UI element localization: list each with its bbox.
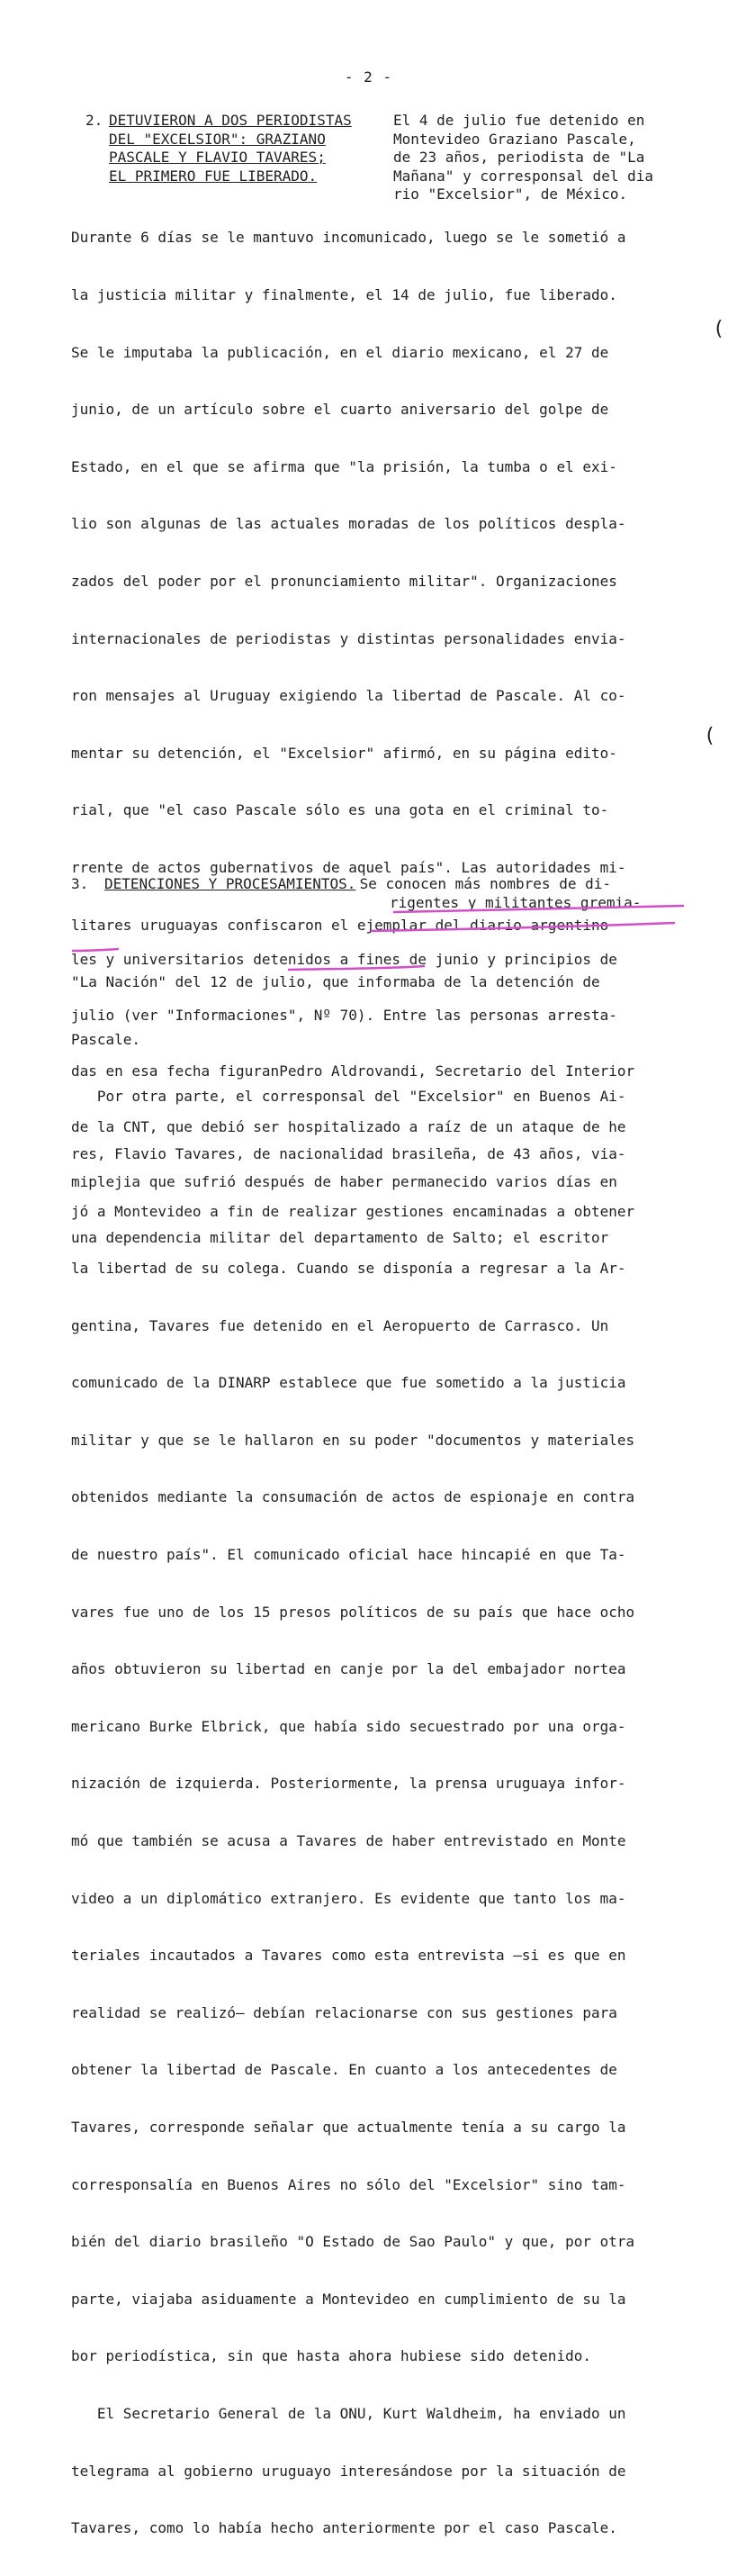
body-line: realidad se realizó— debían relacionarse con sus gestiones para <box>71 2003 617 2021</box>
body-line: internacionales de periodistas y distintas personalidades envia- <box>71 629 626 647</box>
body-line: res, Flavio Tavares, de nacionalidad brasileña, de 43 años, via- <box>71 1144 626 1162</box>
body-line: obtenidos mediante la consumación de actos de espionaje en contra <box>71 1488 635 1506</box>
body-line: la justicia militar y finalmente, el 14 de julio, fue liberado. <box>71 286 617 303</box>
highlight-stroke <box>393 906 684 912</box>
body-line: Tavares, corresponde señalar que actualmente tenía a su cargo la <box>71 2119 626 2136</box>
side-line: Mañana" y corresponsal del dia <box>393 167 653 185</box>
margin-mark: ( <box>713 318 725 340</box>
body-line: Por otra parte, el corresponsal del "Excelsior" en Buenos Ai- <box>71 1088 626 1106</box>
heading-line: PASCALE Y FLAVIO TAVARES; <box>109 149 326 166</box>
heading-line: DETUVIERON A DOS PERIODISTAS <box>109 112 352 129</box>
body-line: El Secretario General de la ONU, Kurt Waldheim, ha enviado un <box>71 2404 626 2422</box>
highlight-stroke <box>72 949 119 951</box>
body-line: nización de izquierda. Posteriormente, la prensa uruguaya infor- <box>71 1775 626 1793</box>
body-line: zados del poder por el pronunciamiento militar". Organizaciones <box>71 572 617 590</box>
section-3-line2: rigentes y militantes gremia- <box>390 894 642 911</box>
body-line: ron mensajes al Uruguay exigiendo la libertad de Pascale. Al co- <box>71 687 626 705</box>
body-line: militar y que se le hallaron en su poder "documentos y materiales <box>71 1431 635 1449</box>
body-line: corresponsalía en Buenos Aires no sólo del "Excelsior" sino tam- <box>71 2175 626 2193</box>
body-line: años obtuvieron su libertad en canje por la del embajador nortea <box>71 1660 626 1678</box>
highlight-stroke <box>288 966 425 970</box>
side-line: El 4 de julio fue detenido en <box>393 112 645 129</box>
body-line: parte, viajaba asiduamente a Montevideo en cumplimiento de su la <box>71 2290 626 2308</box>
section-3-number: 3. <box>71 875 89 892</box>
body-line: teriales incautados a Tavares como esta entrevista —si es que en <box>71 1947 626 1965</box>
body-line: miplejia que sufrió después de haber permanecido varios días en <box>71 1173 617 1191</box>
body-line: mó que también se acusa a Tavares de haber entrevistado en Monte <box>71 1832 626 1850</box>
body-line: mentar su detención, el "Excelsior" afirmó, en su página edito- <box>71 744 617 762</box>
margin-mark: ( <box>704 725 716 747</box>
body-line: rrente de actos gubernativos de aquel país". Las autoridades mi- <box>71 858 626 876</box>
body-line: jó a Montevideo a fin de realizar gestiones encaminadas a obtener <box>71 1202 635 1220</box>
body-line: video a un diplomático extranjero. Es evidente que tanto los ma- <box>71 1889 626 1907</box>
page-number: - 2 - <box>344 68 393 86</box>
section-3-first-line-rest: Se conocen más nombres de di- <box>351 875 611 892</box>
body-line: la libertad de su colega. Cuando se disponía a regresar a la Ar- <box>71 1260 626 1278</box>
side-line: rio "Excelsior", de México. <box>393 185 628 203</box>
body-line: Pascale. <box>71 1030 141 1048</box>
body-line: vares fue uno de los 15 presos políticos de su país que hace ocho <box>71 1603 635 1621</box>
body-line: obtener la libertad de Pascale. En cuanto a los antecedentes de <box>71 2061 617 2079</box>
body-line: rial, que "el caso Pascale sólo es una gota en el criminal to- <box>71 801 609 819</box>
heading-line: EL PRIMERO FUE LIBERADO. <box>109 167 318 185</box>
section-3-heading: DETENCIONES Y PROCESAMIENTOS. <box>104 875 356 892</box>
body-line: les y universitarios detenidos a fines de junio y principios de <box>71 951 617 969</box>
body-line: gentina, Tavares fue detenido en el Aeropuerto de Carrasco. Un <box>71 1316 609 1334</box>
side-line: Montevideo Graziano Pascale, <box>393 130 636 148</box>
body-line: das en esa fecha figuranPedro Aldrovandi, Secretario del Interior <box>71 1062 635 1080</box>
body-line: Se le imputaba la publicación, en el diario mexicano, el 27 de <box>71 343 609 361</box>
highlighter-marks <box>0 0 737 1082</box>
body-line: Durante 6 días se le mantuvo incomunicado, luego se le sometió a <box>71 229 626 247</box>
body-line: de la CNT, que debió ser hospitalizado a raíz de un ataque de he <box>71 1117 626 1135</box>
body-line: Tavares, como lo había hecho anteriormente por el caso Pascale. <box>71 2519 617 2537</box>
body-line: de nuestro país". El comunicado oficial hace hincapié en que Ta- <box>71 1546 626 1564</box>
body-line: bién del diario brasileño "O Estado de Sao Paulo" y que, por otra <box>71 2233 635 2251</box>
body-line: una dependencia militar del departamento de Salto; el escritor <box>71 1229 609 1247</box>
body-line: telegrama al gobierno uruguayo interesándose por la situación de <box>71 2462 626 2480</box>
body-line: mericano Burke Elbrick, que había sido secuestrado por una orga- <box>71 1717 626 1735</box>
heading-line: DEL "EXCELSIOR": GRAZIANO <box>109 130 326 148</box>
body-line: bor periodística, sin que hasta ahora hubiese sido detenido. <box>71 2347 591 2365</box>
highlight-stroke <box>371 923 675 931</box>
body-line: comunicado de la DINARP establece que fue sometido a la justicia <box>71 1374 626 1392</box>
body-line: "La Nación" del 12 de julio, que informaba de la detención de <box>71 973 600 991</box>
body-line: Estado, en el que se afirma que "la prisión, la tumba o el exi- <box>71 457 617 475</box>
body-line: lio son algunas de las actuales moradas de los políticos despla- <box>71 515 626 533</box>
side-line: de 23 años, periodista de "La <box>393 149 645 166</box>
section-2-number: 2. <box>85 112 103 129</box>
body-line: litares uruguayas confiscaron el ejemplar del diario argentino <box>71 916 609 934</box>
body-line: julio (ver "Informaciones", Nº 70). Entre las personas arresta- <box>71 1006 617 1024</box>
body-line: junio, de un artículo sobre el cuarto aniversario del golpe de <box>71 401 609 419</box>
